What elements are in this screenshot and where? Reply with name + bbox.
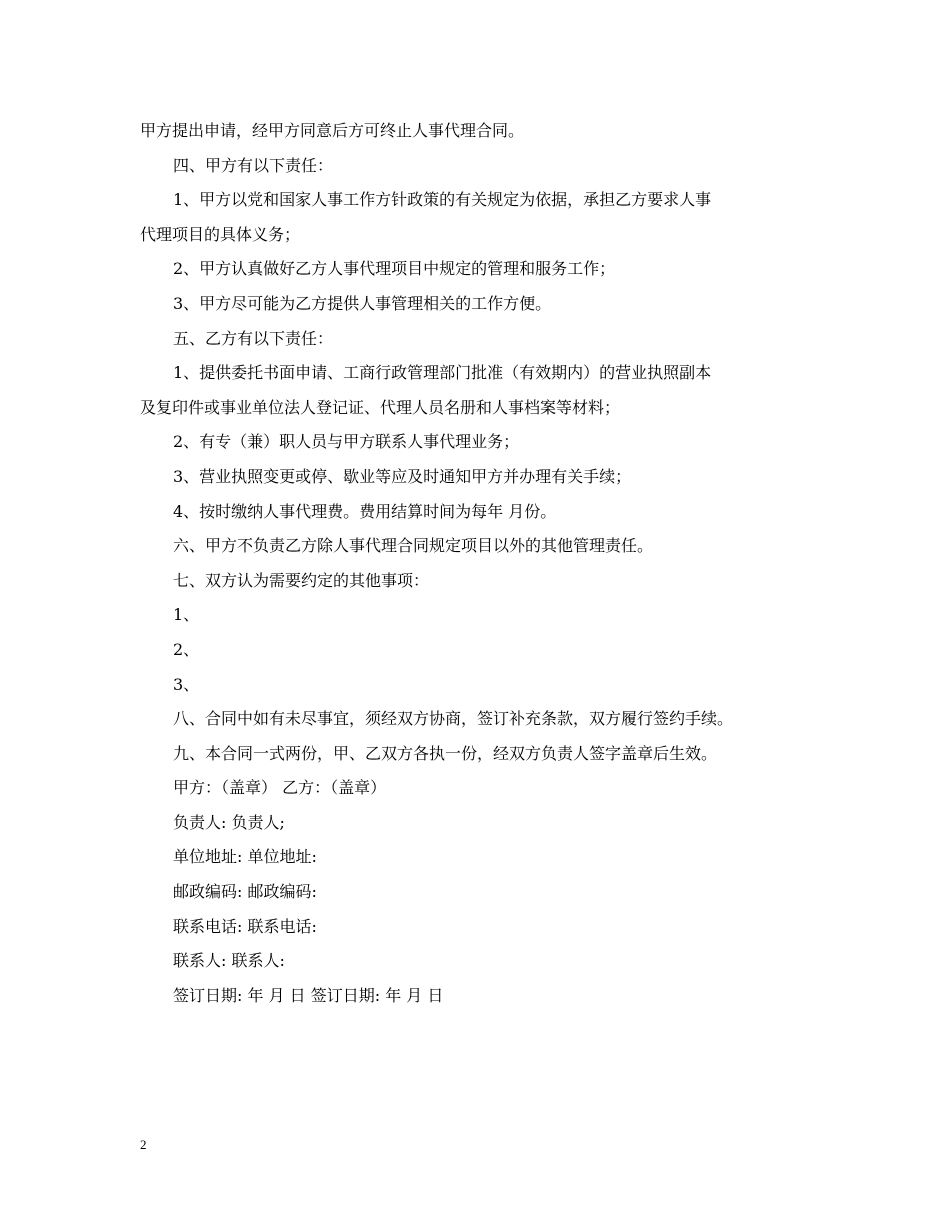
- paragraph-line: 代理项目的具体义务；: [140, 224, 301, 244]
- paragraph-line: 八、合同中如有未尽事宜，须经双方协商，签订补充条款，双方履行签约手续。: [173, 709, 734, 729]
- paragraph-line: 2、: [173, 639, 200, 659]
- paragraph-line: 2、甲方认真做好乙方人事代理项目中规定的管理和服务工作；: [173, 259, 616, 279]
- paragraph-line: 2、有专（兼）职人员与甲方联系人事代理业务；: [173, 432, 520, 452]
- paragraph-line: 九、本合同一式两份，甲、乙双方各执一份，经双方负责人签字盖章后生效。: [173, 743, 718, 763]
- signature-field-line: 单位地址: 单位地址:: [173, 847, 317, 867]
- paragraph-line: 及复印件或事业单位法人登记证、代理人员名册和人事档案等材料；: [140, 397, 621, 417]
- signature-field-line: 联系电话: 联系电话:: [173, 916, 317, 936]
- paragraph-line: 1、甲方以党和国家人事工作方针政策的有关规定为依据，承担乙方要求人事: [173, 190, 712, 210]
- paragraph-line: 六、甲方不负责乙方除人事代理合同规定项目以外的其他管理责任。: [173, 536, 654, 556]
- paragraph-line: 五、乙方有以下责任：: [173, 328, 334, 348]
- paragraph-line: 3、甲方尽可能为乙方提供人事管理相关的工作方便。: [173, 293, 552, 313]
- signature-field-line: 联系人: 联系人:: [173, 951, 285, 971]
- paragraph-line: 3、: [173, 674, 200, 694]
- paragraph-line: 1、: [173, 605, 200, 625]
- page-number: 2: [140, 1137, 147, 1152]
- signature-party-line: 甲方：（盖章） 乙方：（盖章）: [173, 778, 387, 798]
- paragraph-line: 1、提供委托书面申请、工商行政管理部门批准（有效期内）的营业执照副本: [173, 363, 712, 383]
- paragraph-line: 四、甲方有以下责任：: [173, 155, 334, 175]
- signature-date-line: 签订日期: 年 月 日 签订日期: 年 月 日: [173, 985, 444, 1005]
- signature-field-line: 邮政编码: 邮政编码:: [173, 882, 317, 902]
- signature-field-line: 负责人: 负责人;: [173, 812, 285, 832]
- document-body: [140, 114, 820, 1013]
- paragraph-line: 七、双方认为需要约定的其他事项：: [173, 570, 430, 590]
- paragraph-line: 甲方提出申请，经甲方同意后方可终止人事代理合同。: [140, 121, 525, 140]
- paragraph-line: 3、营业执照变更或停、歇业等应及时通知甲方并办理有关手续；: [173, 466, 632, 486]
- paragraph-line: 4、按时缴纳人事代理费。费用结算时间为每年 月份。: [173, 501, 557, 521]
